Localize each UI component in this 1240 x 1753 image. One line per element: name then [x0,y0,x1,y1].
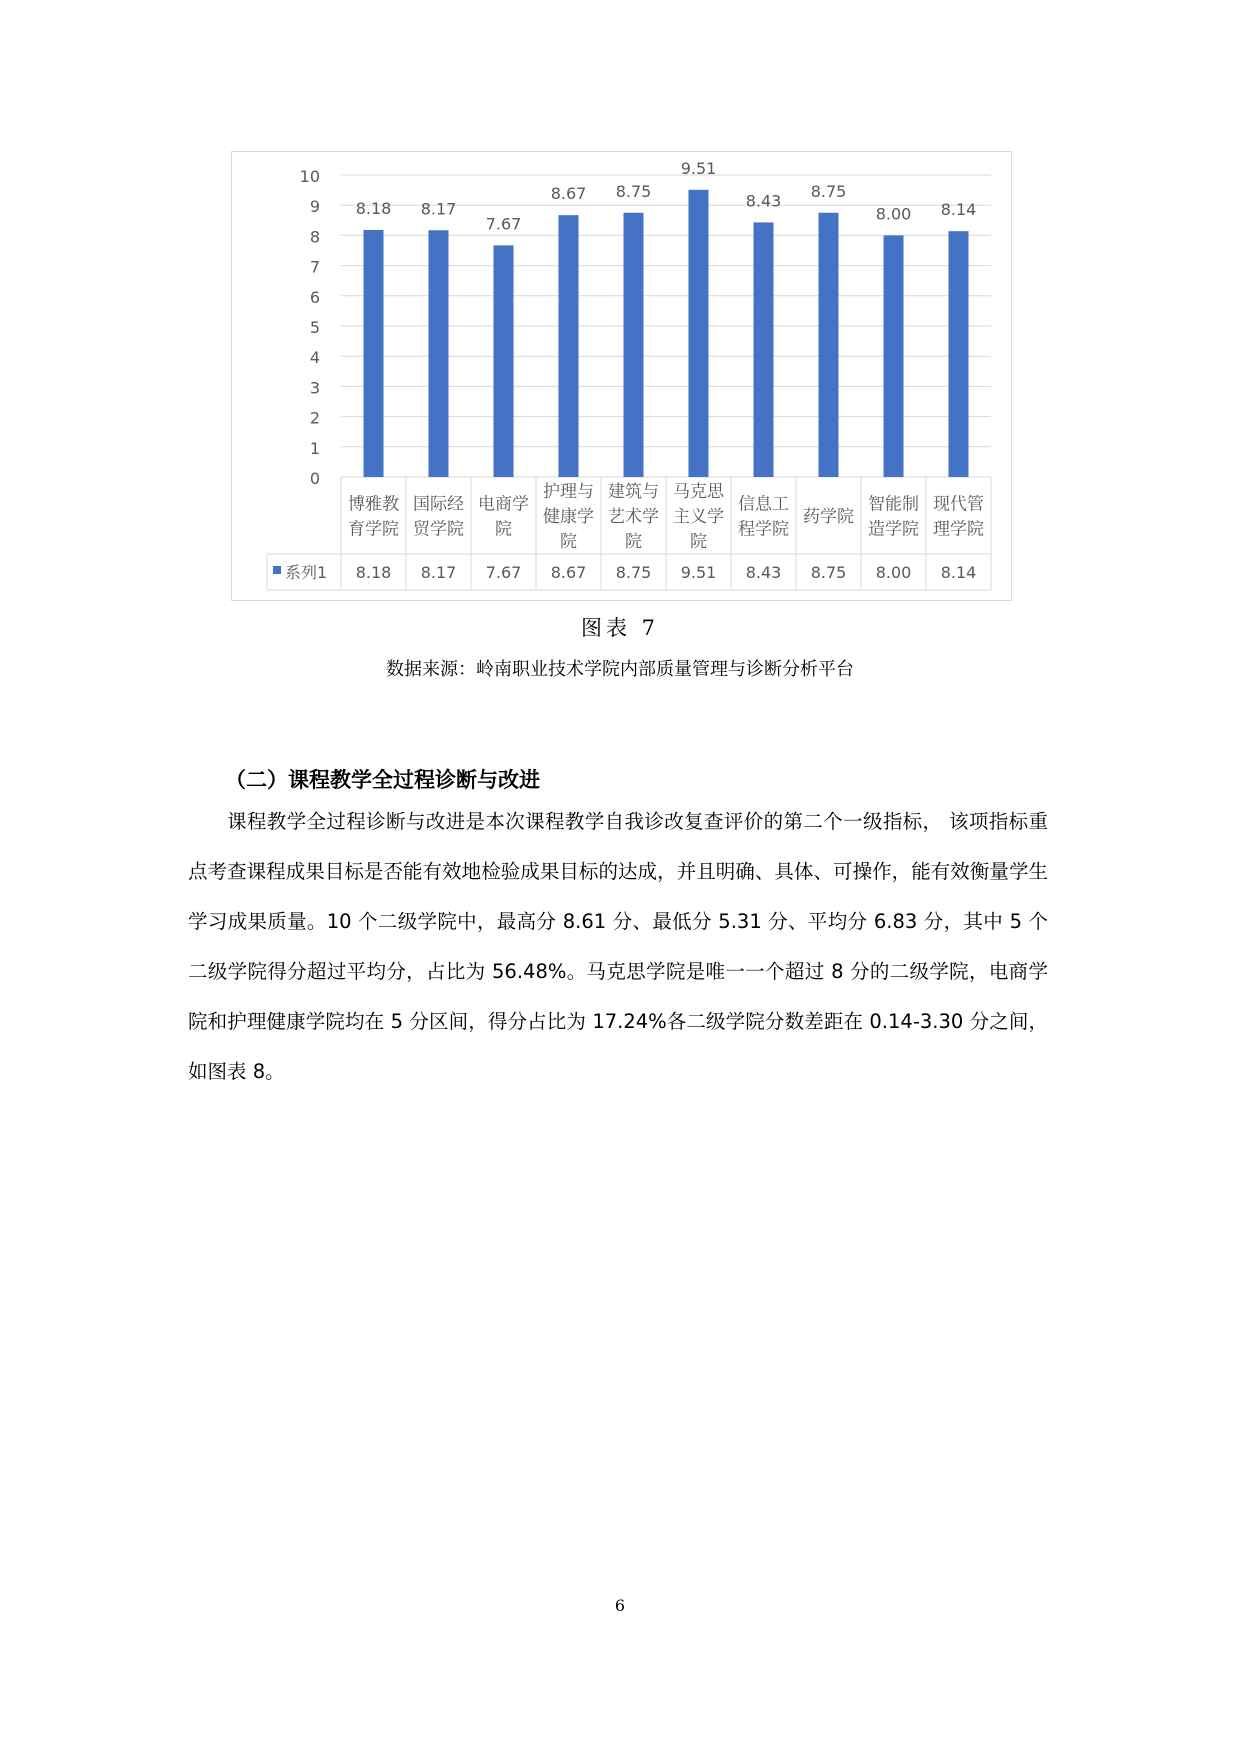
legend-label: 系列1 [285,563,328,582]
bar-data-label: 8.00 [875,204,912,224]
category-label: 国际经 [413,494,464,515]
category-label: 理学院 [933,519,984,540]
table-value: 8.17 [420,563,457,582]
bar-data-label: 8.75 [615,181,652,201]
figure-title: 图表 7 [580,616,660,640]
category-label: 电商学 [478,494,529,515]
y-tick-label: 2 [309,408,320,428]
table-value: 8.75 [615,563,652,582]
bar [949,231,969,477]
bar [819,213,839,477]
category-label: 院 [560,532,577,552]
category-label: 现代管 [933,494,984,515]
category-label: 院 [690,532,707,552]
bar [494,245,514,477]
section-heading: （二）课程教学全过程诊断与改进 [225,768,540,792]
bar-data-label: 7.67 [485,214,522,234]
category-label: 主义学 [673,507,724,527]
bar-data-label: 8.43 [745,191,782,211]
category-label: 院 [625,532,642,552]
category-label: 院 [495,519,512,540]
y-tick-label: 5 [309,318,320,337]
bar [429,230,449,477]
legend-swatch [273,566,281,574]
bar-data-label: 9.51 [680,158,717,178]
page-number: 6 [614,1596,626,1615]
bar [559,215,579,477]
y-tick-label: 4 [309,348,320,368]
bar [754,222,774,477]
bar-chart [231,151,1012,601]
category-label: 程学院 [738,519,789,540]
table-value: 8.43 [745,563,782,582]
table-value: 8.18 [355,563,392,582]
table-value: 8.75 [810,563,847,582]
category-label: 贸学院 [413,519,464,540]
y-tick-label: 1 [309,438,320,458]
body-paragraph: 课程教学全过程诊断与改进是本次课程教学自我诊改复查评价的第二个一级指标， 该项指标重点考查课程成果目标是否能有效地检验成果目标的达成，并且明确、具体、可操作，能有效衡量学生学习成果质量。10 个二级学院中，最高分 8.61 分、最低分 5.31 分、平均分 6.83 分，其中 5 个二级学院得分超过平均分，占比为 56.48%。马克思学院是唯一一个超过 8 分的二级学院，电商学院和护理健康学院均在 5 分区间，得分占比为 17.24%各二级学院分数差距在 0.14-3.30 分之间，如图表 8。 [188,810,1048,1083]
bar [884,235,904,477]
category-label: 马克思 [673,482,724,502]
y-tick-label: 6 [309,287,320,307]
category-label: 健康学 [543,507,594,527]
bar [624,213,644,477]
y-tick-label: 10 [299,167,320,186]
table-value: 8.00 [875,563,912,582]
bar-chart-canvas [232,152,1013,602]
figure-source: 数据来源：岭南职业技术学院内部质量管理与诊断分析平台 [386,659,854,680]
table-value: 8.14 [940,563,977,582]
category-label: 药学院 [803,507,854,527]
bar-data-label: 8.75 [810,181,847,201]
table-value: 7.67 [485,563,522,582]
y-tick-label: 0 [309,469,320,488]
y-tick-label: 8 [309,227,320,247]
category-label: 护理与 [543,482,594,502]
bar-data-label: 8.14 [940,200,977,220]
table-value: 9.51 [680,563,717,582]
bar-data-label: 8.18 [355,198,392,218]
bar-data-label: 8.17 [420,199,457,219]
category-label: 信息工 [738,494,789,515]
table-value: 8.67 [550,563,587,582]
y-tick-label: 7 [309,257,320,277]
bar [689,190,709,477]
y-tick-label: 9 [309,197,320,217]
category-label: 艺术学 [608,507,659,527]
category-label: 智能制 [868,494,919,515]
category-label: 建筑与 [608,482,659,502]
bar [364,230,384,477]
category-label: 博雅教 [348,494,399,515]
category-label: 育学院 [348,519,399,540]
y-tick-label: 3 [309,378,320,398]
category-label: 造学院 [868,519,919,540]
bar-data-label: 8.67 [550,184,587,204]
